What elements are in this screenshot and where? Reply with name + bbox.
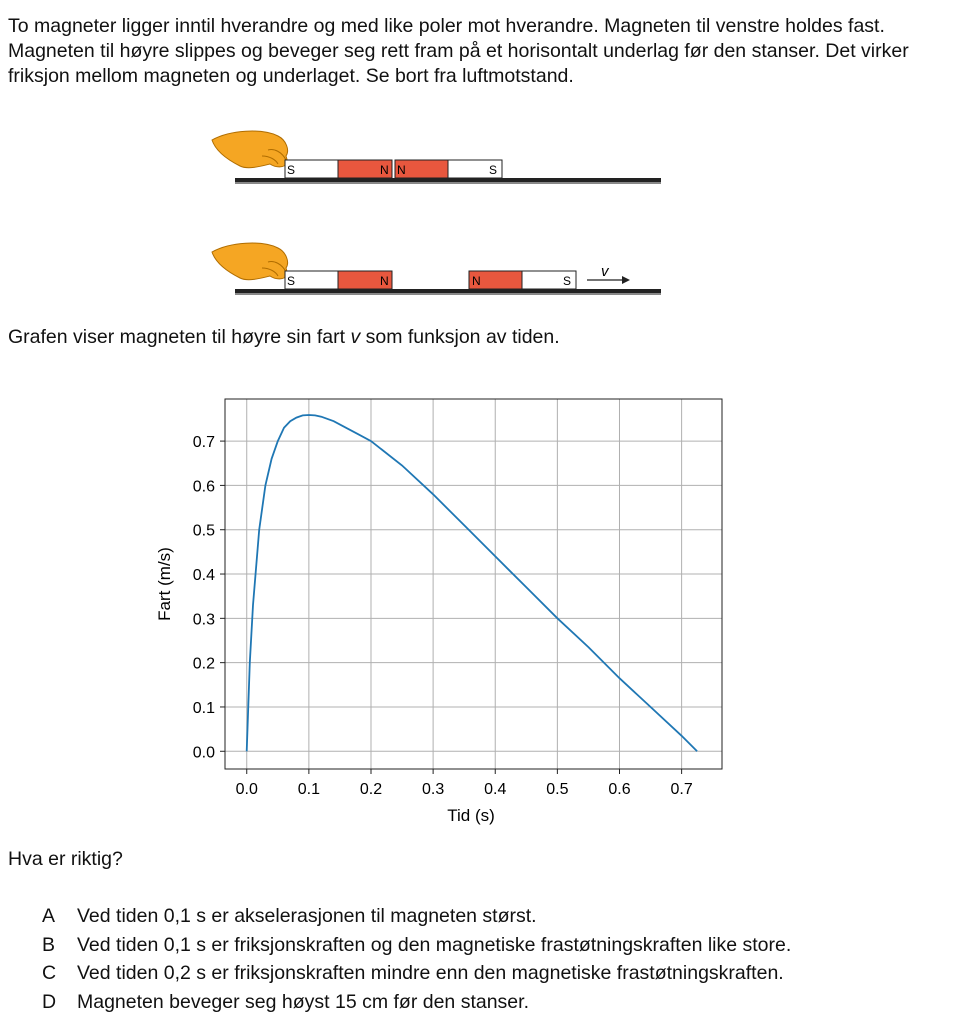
option-d[interactable]: D Magneten beveger seg høyst 15 cm før den stanser. xyxy=(42,990,529,1013)
answer-options xyxy=(42,902,791,1016)
option-c[interactable]: C Ved tiden 0,2 s er friksjonskraften mindre enn den magnetiske frastøtningskraften. xyxy=(42,962,784,984)
pole-label: N xyxy=(380,274,389,288)
x-tick-label: 0.3 xyxy=(421,781,445,798)
pole-label: N xyxy=(397,163,406,177)
y-tick-label: 0.1 xyxy=(192,699,215,717)
y-axis-label: Fart (m/s) xyxy=(155,547,174,621)
chart-grid xyxy=(225,399,722,769)
y-tick-label: 0.6 xyxy=(192,478,215,496)
x-tick-label: 0.4 xyxy=(484,781,507,798)
y-tick-label: 0.7 xyxy=(192,434,215,452)
x-axis-ticks xyxy=(236,769,693,798)
x-tick-label: 0.0 xyxy=(235,781,258,798)
x-tick-label: 0.5 xyxy=(546,781,569,798)
pole-label: S xyxy=(489,163,498,177)
pole-label: N xyxy=(472,274,481,288)
option-b[interactable]: B Ved tiden 0,1 s er friksjonskraften og den magnetiske frastøtningskraften like store. xyxy=(42,933,792,956)
option-a[interactable]: A Ved tiden 0,1 s er akselerasjonen til magneten størst. xyxy=(42,905,537,927)
x-tick-label: 0.2 xyxy=(359,781,383,798)
plot-frame xyxy=(225,399,722,769)
y-tick-label: 0.4 xyxy=(192,567,215,585)
y-axis-ticks xyxy=(193,434,225,761)
velocity-curve xyxy=(247,415,697,751)
problem-intro: To magneter ligger inntil hverandre og med like poler mot hverandre. Magneten til venstre holdes fast. Magneten til høyre slippes og beveger seg rett fram på et horisontalt underlag før den stanser. Det virker friksjon mellom magneten og underlaget. Se bort fra luftmotstand. xyxy=(8,15,909,87)
graph-intro: Grafen viser magneten til høyre sin fart v som funksjon av tiden. xyxy=(8,326,560,348)
velocity-label: v xyxy=(601,263,609,280)
pole-label: N xyxy=(380,163,389,177)
y-tick-label: 0.3 xyxy=(192,611,215,629)
y-tick-label: 0.2 xyxy=(192,655,215,673)
x-tick-label: 0.1 xyxy=(297,781,320,798)
y-tick-label: 0.0 xyxy=(192,744,215,762)
pole-label: S xyxy=(287,274,296,288)
y-tick-label: 0.5 xyxy=(192,522,215,540)
x-axis-label: Tid (s) xyxy=(447,806,495,825)
pole-label: S xyxy=(563,274,572,288)
pole-label: S xyxy=(287,163,296,177)
question: Hva er riktig? xyxy=(8,848,123,870)
x-tick-label: 0.7 xyxy=(670,781,693,798)
x-tick-label: 0.6 xyxy=(608,781,631,798)
